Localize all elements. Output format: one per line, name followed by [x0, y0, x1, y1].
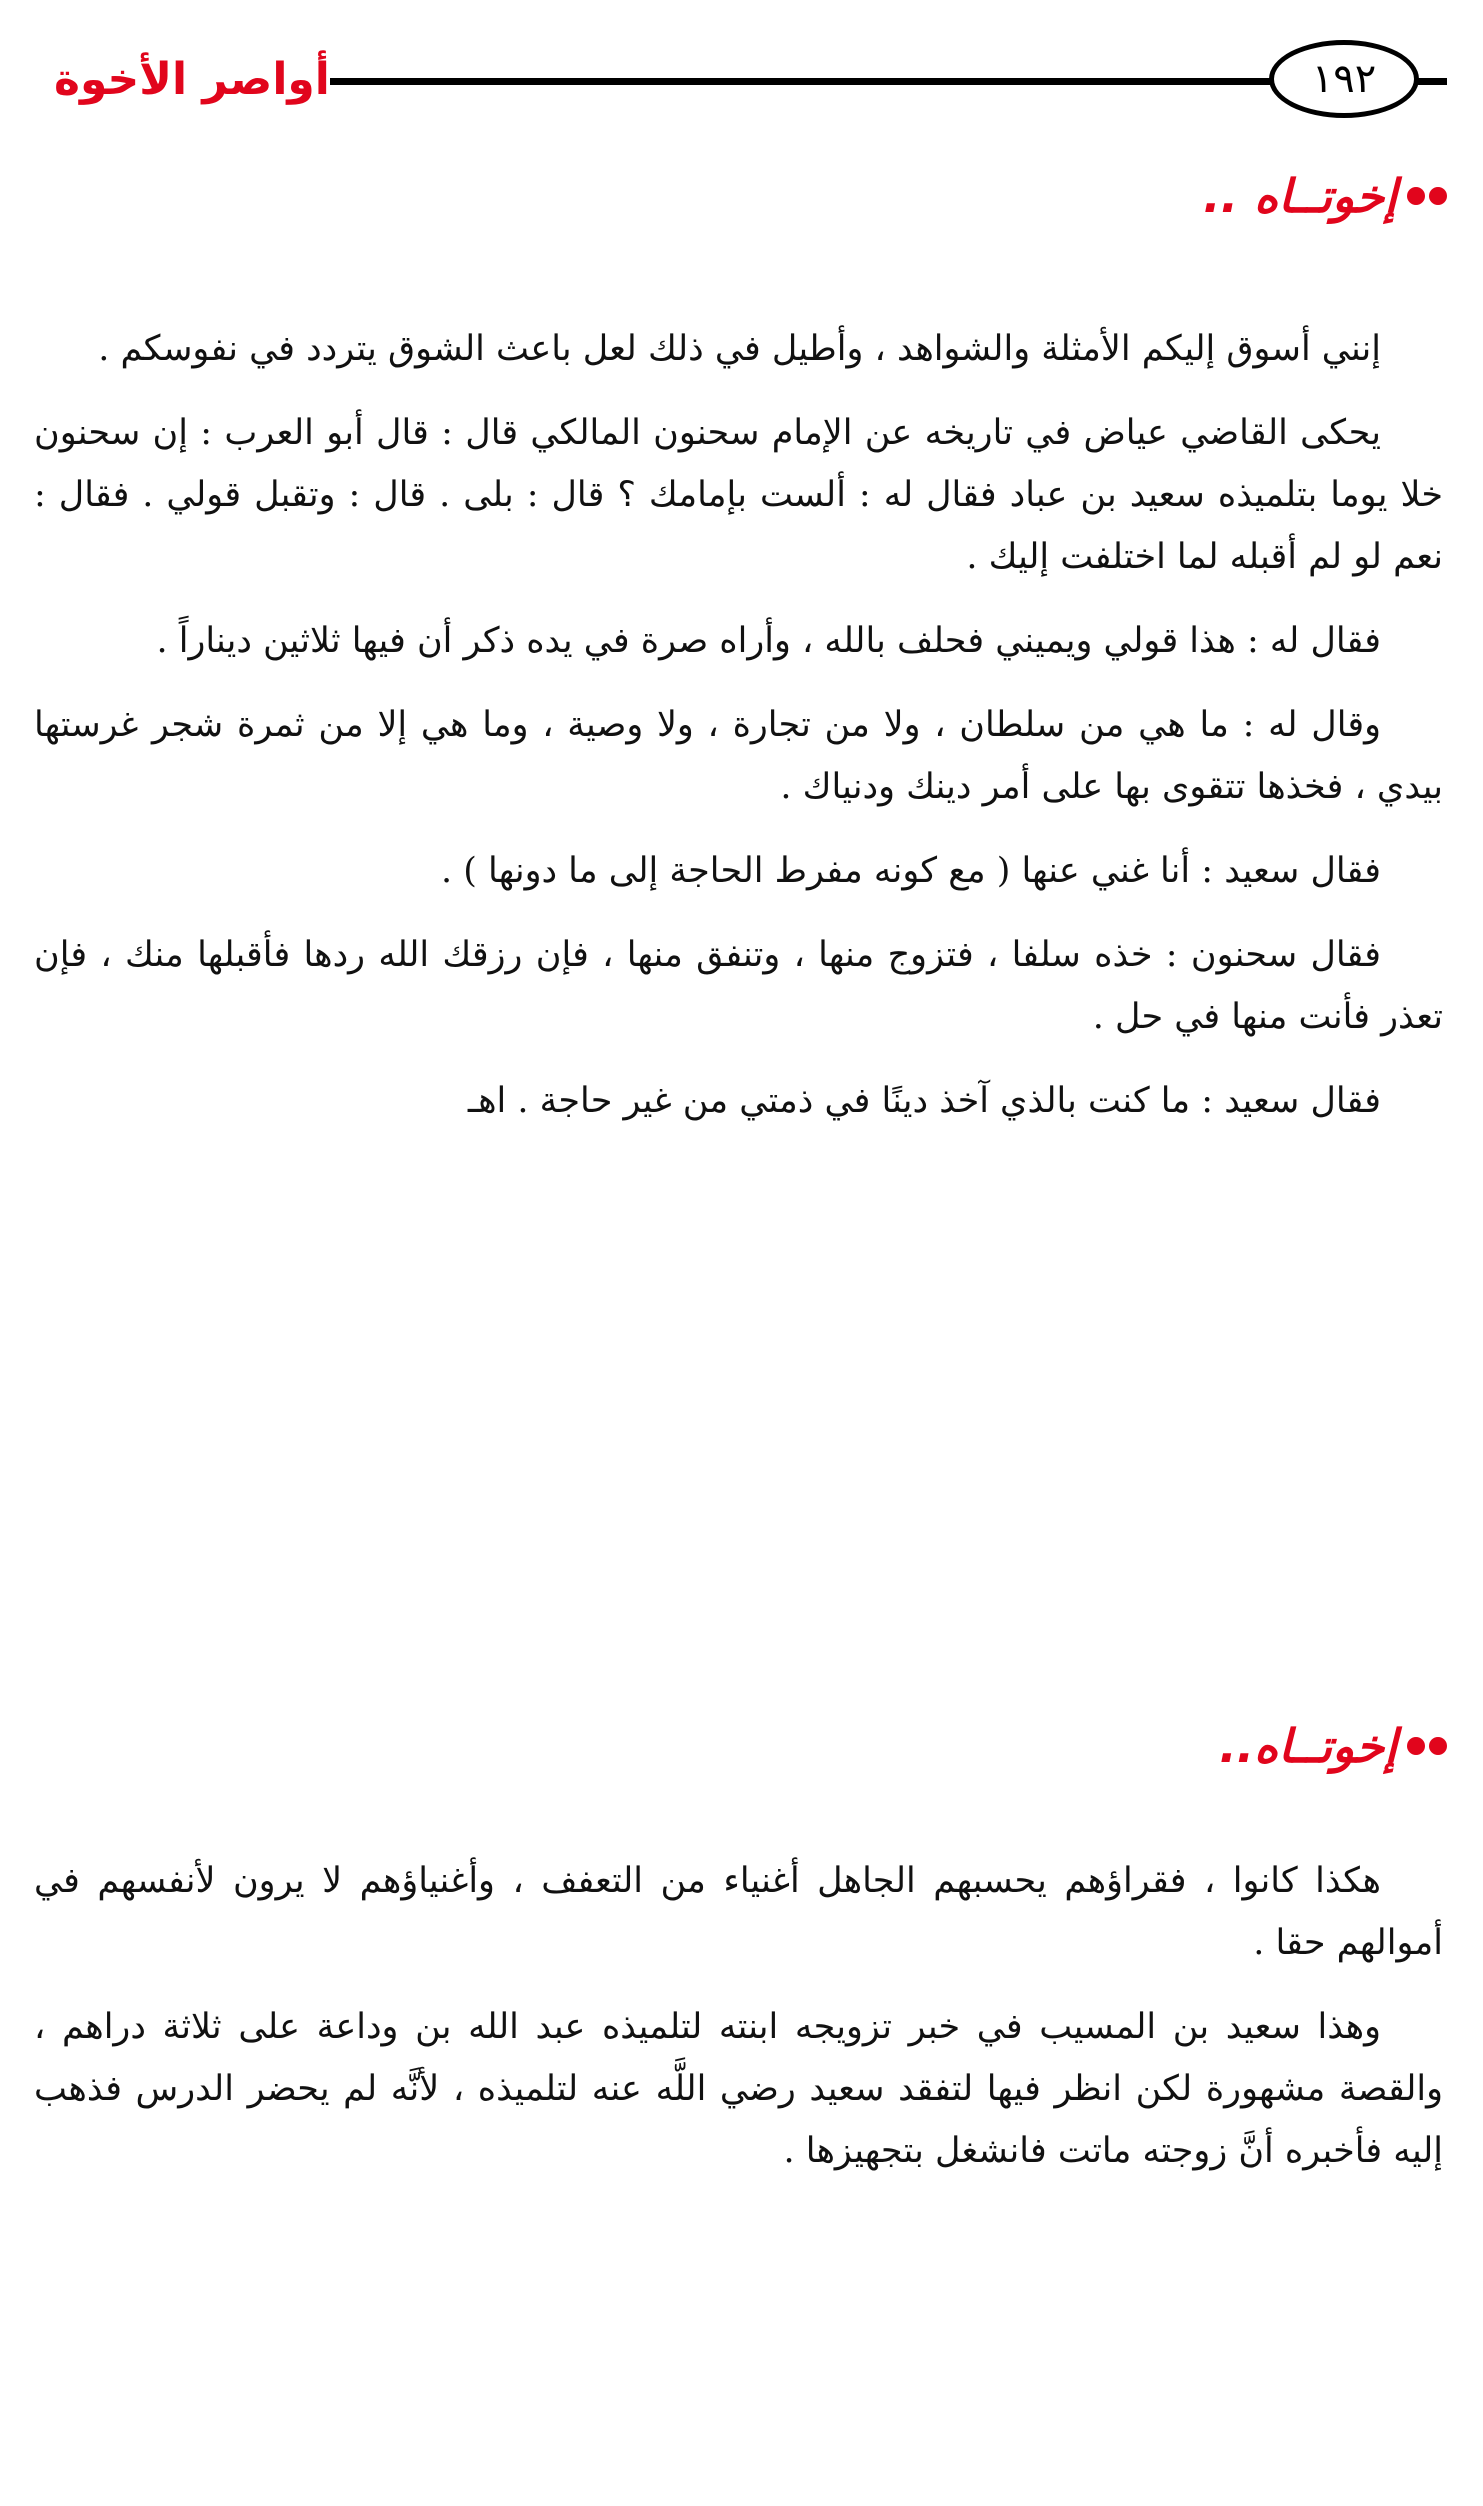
paragraph: فقال سحنون : خذه سلفا ، فتزوج منها ، وتنفق منها ، فإن رزقك الله ردها فأقبلها منك ، فإن تعذر فأنت منها في حل .	[34, 935, 1443, 1037]
paragraph: فقال سعيد : ما كنت بالذي آخذ دينًا في ذمتي من غير حاجة . اهـ	[467, 1081, 1381, 1121]
book-title: أواصر الأخوة	[36, 50, 330, 110]
section-body-2	[34, 1850, 1443, 2204]
page-number: ١٩٢	[1269, 40, 1419, 118]
section-heading-text: إخوتــاه..	[1219, 1719, 1397, 1773]
paragraph: يحكى القاضي عياض في تاريخه عن الإمام سحنون المالكي قال : قال أبو العرب : إن سحنون خلا يوما بتلميذه سعيد بن عباد فقال له : ألست بإمامك ؟ قال : بلى . قال : وتقبل قولي . فقال : نعم لو لم أقبله لما اختلفت إليك .	[34, 413, 1443, 577]
paragraph: فقال له : هذا قولي ويميني فحلف بالله ، وأراه صرة في يده ذكر أن فيها ثلاثين ديناراً .	[156, 621, 1381, 661]
section-body-1	[34, 318, 1443, 1154]
section-heading-1	[1203, 166, 1447, 226]
bullet-dots-icon	[1407, 1737, 1447, 1755]
paragraph: وقال له : ما هي من سلطان ، ولا من تجارة ، ولا وصية ، وما هي إلا من ثمرة شجر غرستها بيدي ، فخذها تتقوى بها على أمر دينك ودنياك .	[34, 705, 1443, 807]
section-heading-2	[1219, 1716, 1447, 1776]
paragraph: فقال سعيد : أنا غني عنها ( مع كونه مفرط الحاجة إلى ما دونها ) .	[441, 851, 1381, 891]
paragraph: هكذا كانوا ، فقراؤهم يحسبهم الجاهل أغنياء من التعفف ، وأغنياؤهم لا يرون لأنفسهم في أموالهم حقا .	[34, 1861, 1443, 1963]
paragraph: إنني أسوق إليكم الأمثلة والشواهد ، وأطيل في ذلك لعل باعث الشوق يتردد في نفوسكم .	[98, 329, 1381, 369]
paragraph: وهذا سعيد بن المسيب في خبر تزويجه ابنته لتلميذه عبد الله بن وداعة على ثلاثة دراهم ، والقصة مشهورة لكن انظر فيها لتفقد سعيد رضي اللَّه عنه لتلميذه ، لأنَّه لم يحضر الدرس فذهب إليه فأخبره أنَّ زوجته ماتت فانشغل بتجهيزها .	[34, 2007, 1443, 2171]
bullet-dots-icon	[1407, 187, 1447, 205]
section-heading-text: إخوتــاه ..	[1203, 169, 1397, 223]
page-header	[36, 36, 1447, 128]
